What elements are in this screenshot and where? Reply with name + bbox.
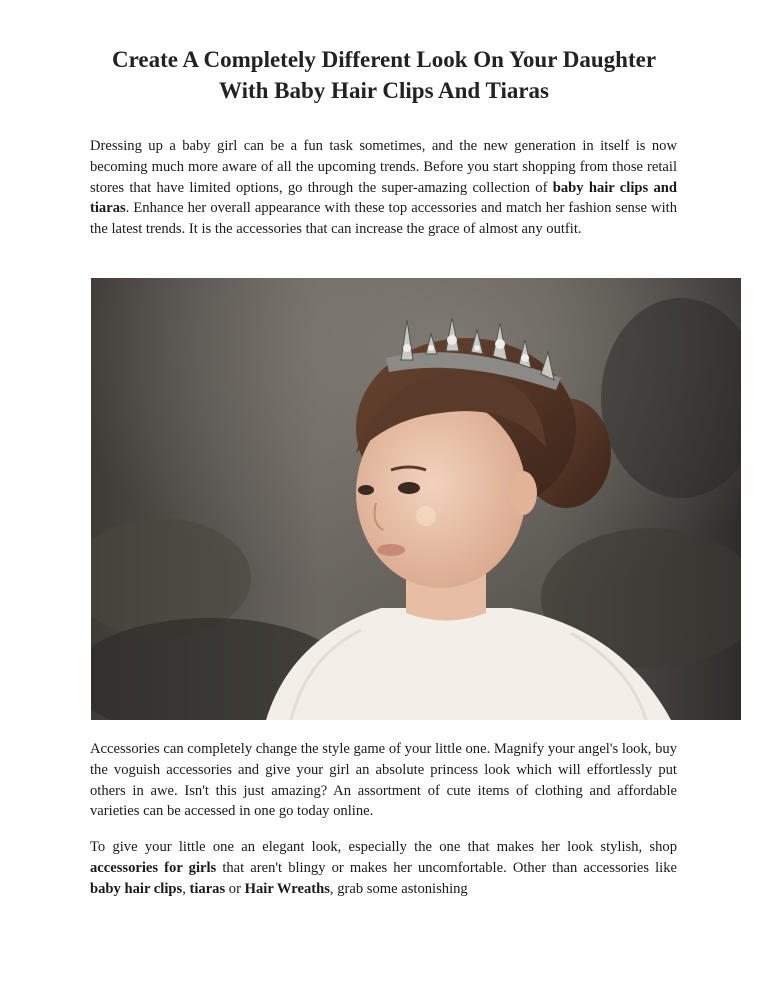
girl-with-tiara-photo (91, 278, 741, 720)
keyword-baby-hair-clips-tiaras: baby hair clips and tiaras (90, 179, 677, 217)
title-line-2: With Baby Hair Clips And Tiaras (219, 78, 549, 103)
keyword-baby-hair-clips: baby hair clips (90, 880, 183, 897)
document-title (70, 44, 698, 106)
accessories-paragraph: Accessories can completely change the style game of your little one. Magnify your angel's look, buy the voguish accessories and give your girl an absolute princess look which will effortlessly put others in awe. Isn't this just amazing? An assortment of cute items of clothing and affordable varieties can be accessed in one go today online. (90, 741, 677, 820)
title-line-1: Create A Completely Different Look On Your Daughter (111, 47, 657, 72)
elegant-look-paragraph: To give your little one an elegant look, especially the one that makes her look stylish, shop accessories for girls that aren't blingy or makes her uncomfortable. Other than accessories like baby hair clips, tiaras or Hair Wreaths, grab some astonishing (90, 839, 677, 897)
keyword-hair-wreaths: Hair Wreaths (244, 880, 330, 897)
intro-paragraph: Dressing up a baby girl can be a fun task sometimes, and the new generation in itself is now becoming much more aware of all the upcoming trends. Before you start shopping from those retail stores that have limited options, go through the super-amazing collection of baby hair clips and tiaras. Enhance her overall appearance with these top accessories and match her fashion sense with the latest trends. It is the accessories that can increase the grace of almost any outfit. (90, 138, 677, 238)
keyword-tiaras: tiaras (189, 880, 226, 897)
keyword-accessories-for-girls: accessories for girls (90, 859, 217, 876)
